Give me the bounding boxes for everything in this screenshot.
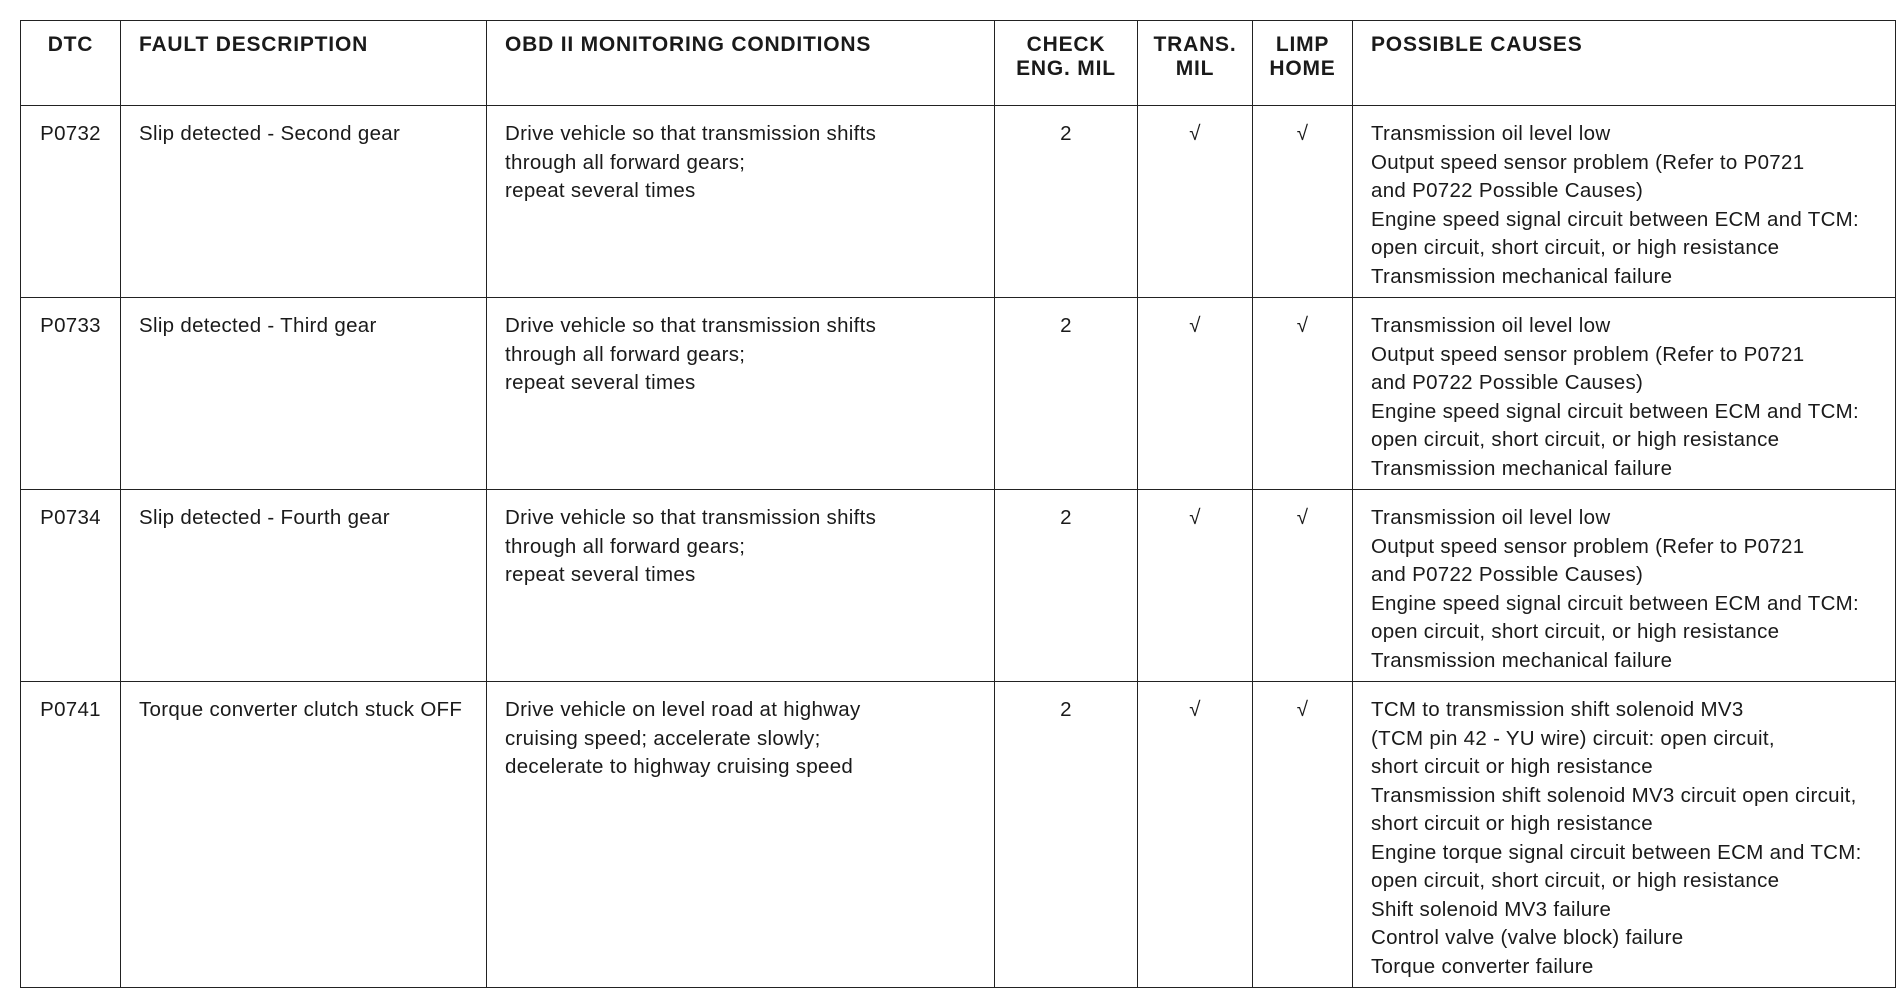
possible-causes: TCM to transmission shift solenoid MV3 (TCM pin 42 - YU wire) circuit: open circuit, short circuit or high resistance Transmission shift solenoid MV3 circuit open circuit, short circuit or high resistance Engine torque signal circuit between ECM and TCM: open circuit, short circuit, or high resistance Shift solenoid MV3 failure Control valve (valve block) failure Torque converter failure: [1353, 682, 1896, 988]
header-check-eng-mil: CHECK ENG. MIL: [995, 21, 1138, 106]
header-monitoring-conditions: OBD II MONITORING CONDITIONS: [487, 21, 995, 106]
monitoring-conditions: Drive vehicle so that transmission shifts through all forward gears; repeat several times: [487, 490, 995, 682]
header-fault-description: FAULT DESCRIPTION: [121, 21, 487, 106]
header-row: [21, 21, 1896, 106]
header-limp-home: LIMP HOME: [1253, 21, 1353, 106]
fault-description: Slip detected - Second gear: [121, 106, 487, 298]
trans-mil-check-icon: √: [1138, 682, 1253, 988]
monitoring-conditions: Drive vehicle so that transmission shifts through all forward gears; repeat several times: [487, 106, 995, 298]
check-eng-mil-value: 2: [995, 682, 1138, 988]
table-row: [21, 106, 1896, 298]
trans-mil-check-icon: √: [1138, 298, 1253, 490]
check-eng-mil-value: 2: [995, 490, 1138, 682]
monitoring-conditions: Drive vehicle so that transmission shifts through all forward gears; repeat several times: [487, 298, 995, 490]
limp-home-check-icon: √: [1253, 298, 1353, 490]
monitoring-conditions: Drive vehicle on level road at highway cruising speed; accelerate slowly; decelerate to highway cruising speed: [487, 682, 995, 988]
fault-description: Slip detected - Third gear: [121, 298, 487, 490]
check-eng-mil-value: 2: [995, 106, 1138, 298]
dtc-code: P0733: [21, 298, 121, 490]
dtc-code: P0734: [21, 490, 121, 682]
limp-home-check-icon: √: [1253, 490, 1353, 682]
dtc-code: P0732: [21, 106, 121, 298]
possible-causes: Transmission oil level low Output speed sensor problem (Refer to P0721 and P0722 Possible Causes) Engine speed signal circuit between ECM and TCM: open circuit, short circuit, or high resistance Transmission mechanical failure: [1353, 106, 1896, 298]
fault-description: Slip detected - Fourth gear: [121, 490, 487, 682]
header-trans-mil: TRANS. MIL: [1138, 21, 1253, 106]
table-row: [21, 682, 1896, 988]
dtc-code: P0741: [21, 682, 121, 988]
table-row: [21, 490, 1896, 682]
table-row: [21, 298, 1896, 490]
dtc-table: [20, 20, 1896, 988]
limp-home-check-icon: √: [1253, 682, 1353, 988]
possible-causes: Transmission oil level low Output speed sensor problem (Refer to P0721 and P0722 Possible Causes) Engine speed signal circuit between ECM and TCM: open circuit, short circuit, or high resistance Transmission mechanical failure: [1353, 298, 1896, 490]
trans-mil-check-icon: √: [1138, 490, 1253, 682]
header-dtc: DTC: [21, 21, 121, 106]
limp-home-check-icon: √: [1253, 106, 1353, 298]
check-eng-mil-value: 2: [995, 298, 1138, 490]
fault-description: Torque converter clutch stuck OFF: [121, 682, 487, 988]
trans-mil-check-icon: √: [1138, 106, 1253, 298]
header-possible-causes: POSSIBLE CAUSES: [1353, 21, 1896, 106]
possible-causes: Transmission oil level low Output speed sensor problem (Refer to P0721 and P0722 Possible Causes) Engine speed signal circuit between ECM and TCM: open circuit, short circuit, or high resistance Transmission mechanical failure: [1353, 490, 1896, 682]
